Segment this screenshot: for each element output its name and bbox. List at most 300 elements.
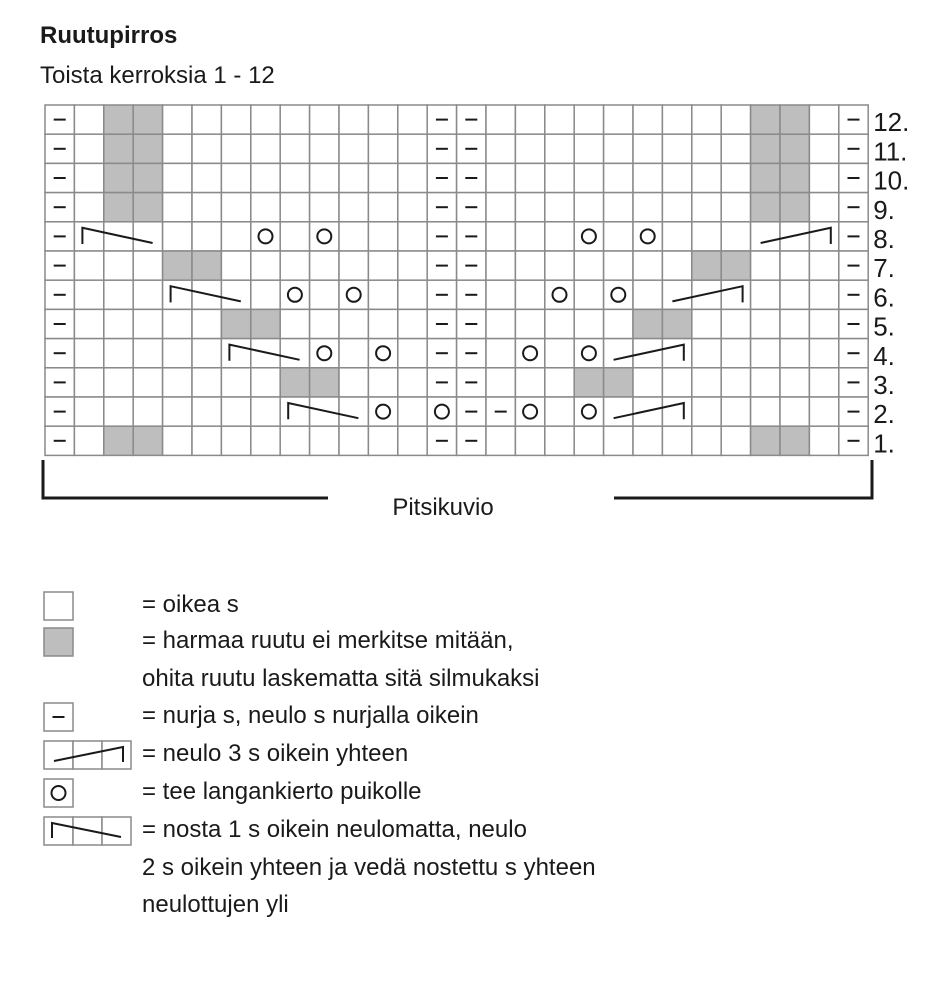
k3tog-cell	[662, 280, 691, 309]
row-label: 2.	[873, 399, 895, 430]
gray-cell	[751, 105, 780, 134]
gray-cell	[751, 426, 780, 455]
knit-cell	[368, 134, 397, 163]
knit-cell	[104, 280, 133, 309]
knit-cell	[339, 251, 368, 280]
knit-cell	[604, 105, 633, 134]
knit-cell	[751, 339, 780, 368]
legend-text-gray: ohita ruutu laskematta sitä silmukaksi	[142, 664, 540, 692]
knit-cell	[251, 368, 280, 397]
knit-cell	[486, 368, 515, 397]
knit-cell	[633, 105, 662, 134]
knit-cell	[339, 222, 368, 251]
knit-cell	[692, 134, 721, 163]
gray-cell	[751, 134, 780, 163]
knit-cell	[545, 309, 574, 338]
knit-cell	[368, 193, 397, 222]
legend-text-yo: = tee langankierto puikolle	[142, 778, 422, 805]
knit-cell	[163, 163, 192, 192]
legend-swatch-empty	[44, 592, 73, 620]
knit-cell	[221, 163, 250, 192]
knit-cell	[104, 339, 133, 368]
knit-cell	[339, 105, 368, 134]
knit-cell	[192, 222, 221, 251]
knit-cell	[604, 251, 633, 280]
sk2p-cell	[133, 222, 162, 251]
knit-cell	[74, 368, 103, 397]
knit-cell	[310, 280, 339, 309]
yarn-over-cell	[545, 280, 574, 309]
knit-cell	[574, 134, 603, 163]
knit-cell	[280, 309, 309, 338]
gray-cell	[751, 193, 780, 222]
knit-cell	[398, 280, 427, 309]
knit-cell	[74, 397, 103, 426]
sk2p-cell	[163, 280, 192, 309]
knit-cell	[662, 105, 691, 134]
knit-cell	[751, 251, 780, 280]
knit-cell	[221, 222, 250, 251]
knit-cell	[515, 134, 544, 163]
legend-symbols	[44, 592, 131, 845]
knit-cell	[133, 397, 162, 426]
gray-cell	[780, 105, 809, 134]
knit-cell	[633, 368, 662, 397]
gray-cell	[604, 368, 633, 397]
gray-cell	[780, 193, 809, 222]
knit-cell	[515, 280, 544, 309]
yarn-over-cell	[515, 339, 544, 368]
knit-cell	[192, 163, 221, 192]
row-label: 12.	[873, 107, 910, 138]
knit-cell	[545, 251, 574, 280]
gray-cell	[133, 193, 162, 222]
row-label: 4.	[873, 340, 895, 371]
knit-cell	[221, 105, 250, 134]
knit-cell	[74, 251, 103, 280]
yarn-over-cell	[574, 397, 603, 426]
gray-cell	[310, 368, 339, 397]
gray-cell	[692, 251, 721, 280]
yarn-over-cell	[368, 339, 397, 368]
knit-cell	[486, 105, 515, 134]
knit-cell	[398, 134, 427, 163]
knit-cell	[751, 280, 780, 309]
gray-cell	[662, 309, 691, 338]
yarn-over-cell	[604, 280, 633, 309]
legend-text-purl: = nurja s, neulo s nurjalla oikein	[142, 702, 479, 729]
knit-cell	[486, 251, 515, 280]
legend-text-gray: = harmaa ruutu ei merkitse mitään,	[142, 627, 514, 654]
gray-cell	[280, 368, 309, 397]
knit-cell	[221, 193, 250, 222]
knit-cell	[604, 134, 633, 163]
knit-cell	[280, 251, 309, 280]
knit-cell	[545, 193, 574, 222]
knit-cell	[280, 426, 309, 455]
yarn-over-cell	[280, 280, 309, 309]
knit-cell	[486, 339, 515, 368]
knit-cell	[163, 134, 192, 163]
knit-cell	[74, 193, 103, 222]
knit-cell	[221, 251, 250, 280]
knit-cell	[163, 222, 192, 251]
gray-cell	[133, 105, 162, 134]
sk2p-cell	[339, 397, 368, 426]
knit-cell	[545, 163, 574, 192]
knit-cell	[398, 397, 427, 426]
sk2p-cell	[280, 339, 309, 368]
knit-cell	[721, 397, 750, 426]
knit-cell	[339, 193, 368, 222]
knit-cell	[398, 309, 427, 338]
legend-swatch-sk2p	[102, 817, 131, 845]
knit-cell	[515, 251, 544, 280]
row-label: 10.	[873, 165, 910, 196]
knit-cell	[545, 222, 574, 251]
knit-cell	[515, 163, 544, 192]
legend-text-sk2p: 2 s oikein yhteen ja vedä nostettu s yhteen	[142, 853, 596, 881]
knit-cell	[398, 339, 427, 368]
knit-cell	[809, 368, 838, 397]
knit-cell	[751, 309, 780, 338]
legend-text-sk2p: = nosta 1 s oikein neulomatta, neulo	[142, 816, 527, 843]
knit-cell	[809, 251, 838, 280]
knit-cell	[515, 105, 544, 134]
knit-cell	[368, 309, 397, 338]
gray-cell	[163, 251, 192, 280]
knit-cell	[604, 163, 633, 192]
knit-cell	[486, 280, 515, 309]
knit-cell	[251, 105, 280, 134]
knit-cell	[692, 163, 721, 192]
knit-cell	[780, 309, 809, 338]
knit-cell	[721, 105, 750, 134]
knit-cell	[662, 193, 691, 222]
knit-cell	[398, 426, 427, 455]
knit-cell	[662, 251, 691, 280]
knit-cell	[721, 222, 750, 251]
knit-cell	[751, 368, 780, 397]
sk2p-cell	[74, 222, 103, 251]
knit-cell	[662, 426, 691, 455]
knit-cell	[251, 193, 280, 222]
knit-cell	[251, 397, 280, 426]
yarn-over-cell	[251, 222, 280, 251]
knit-cell	[633, 280, 662, 309]
knit-cell	[398, 105, 427, 134]
knit-cell	[339, 309, 368, 338]
pattern-label: Pitsikuvio	[392, 494, 494, 521]
knit-cell	[310, 193, 339, 222]
knit-cell	[692, 105, 721, 134]
knit-cell	[192, 134, 221, 163]
knit-cell	[133, 339, 162, 368]
knit-cell	[604, 222, 633, 251]
legend-text-empty: = oikea s	[142, 591, 239, 618]
knit-cell	[310, 309, 339, 338]
legend-swatch-yo	[44, 779, 73, 807]
knit-cell	[133, 251, 162, 280]
knit-cell	[310, 163, 339, 192]
knit-cell	[809, 193, 838, 222]
knit-cell	[486, 426, 515, 455]
knit-cell	[515, 368, 544, 397]
knit-cell	[74, 105, 103, 134]
row-label: 11.	[873, 136, 908, 167]
knit-cell	[515, 426, 544, 455]
k3tog-cell	[751, 222, 780, 251]
knit-cell	[692, 309, 721, 338]
knit-cell	[104, 309, 133, 338]
knit-cell	[751, 397, 780, 426]
knit-cell	[574, 426, 603, 455]
knit-cell	[692, 222, 721, 251]
legend-swatch-k3tog	[102, 741, 131, 769]
knit-cell	[339, 368, 368, 397]
knit-cell	[633, 426, 662, 455]
knit-cell	[633, 251, 662, 280]
yarn-over-cell	[339, 280, 368, 309]
knit-cell	[574, 163, 603, 192]
knit-cell	[398, 193, 427, 222]
knit-cell	[809, 426, 838, 455]
knit-cell	[692, 426, 721, 455]
legend-swatch-sk2p	[44, 817, 73, 845]
knit-cell	[515, 193, 544, 222]
gray-cell	[751, 163, 780, 192]
knit-cell	[339, 163, 368, 192]
knit-cell	[515, 309, 544, 338]
knit-cell	[692, 339, 721, 368]
k3tog-cell	[809, 222, 838, 251]
knit-cell	[692, 397, 721, 426]
knit-cell	[809, 397, 838, 426]
knit-cell	[780, 251, 809, 280]
knit-cell	[251, 134, 280, 163]
knit-cell	[163, 339, 192, 368]
knit-cell	[74, 309, 103, 338]
knit-cell	[398, 251, 427, 280]
knit-cell	[310, 134, 339, 163]
knit-cell	[486, 134, 515, 163]
knit-cell	[809, 163, 838, 192]
knit-cell	[192, 309, 221, 338]
chart-grid	[45, 105, 868, 455]
knit-cell	[368, 222, 397, 251]
knit-cell	[368, 105, 397, 134]
row-label: 9.	[873, 194, 895, 225]
knit-cell	[780, 280, 809, 309]
gray-cell	[251, 309, 280, 338]
k3tog-cell	[721, 280, 750, 309]
knit-cell	[104, 397, 133, 426]
knit-cell	[192, 193, 221, 222]
knit-cell	[163, 426, 192, 455]
gray-cell	[133, 134, 162, 163]
yarn-over-cell	[574, 222, 603, 251]
gray-cell	[104, 134, 133, 163]
knit-cell	[486, 309, 515, 338]
knit-cell	[74, 163, 103, 192]
knit-cell	[633, 193, 662, 222]
row-labels	[873, 107, 909, 458]
gray-cell	[104, 105, 133, 134]
k3tog-cell	[604, 339, 633, 368]
knit-cell	[280, 134, 309, 163]
knit-cell	[721, 134, 750, 163]
knit-cell	[486, 163, 515, 192]
yarn-over-cell	[427, 397, 456, 426]
knit-cell	[192, 105, 221, 134]
gray-cell	[780, 426, 809, 455]
gray-cell	[104, 163, 133, 192]
knit-cell	[545, 397, 574, 426]
knit-cell	[574, 251, 603, 280]
knit-cell	[545, 105, 574, 134]
knit-cell	[339, 339, 368, 368]
knit-cell	[486, 193, 515, 222]
knit-cell	[192, 426, 221, 455]
knit-cell	[74, 134, 103, 163]
yarn-over-cell	[515, 397, 544, 426]
knit-cell	[221, 368, 250, 397]
knit-cell	[221, 134, 250, 163]
knit-cell	[339, 134, 368, 163]
knit-cell	[163, 368, 192, 397]
knit-cell	[251, 280, 280, 309]
knit-cell	[809, 105, 838, 134]
knit-cell	[574, 105, 603, 134]
knit-cell	[163, 193, 192, 222]
yarn-over-cell	[368, 397, 397, 426]
gray-cell	[192, 251, 221, 280]
knit-cell	[310, 251, 339, 280]
knit-cell	[221, 426, 250, 455]
knit-cell	[721, 368, 750, 397]
knit-cell	[780, 397, 809, 426]
row-label: 7.	[873, 253, 895, 284]
knit-cell	[780, 368, 809, 397]
knit-cell	[163, 105, 192, 134]
gray-cell	[133, 426, 162, 455]
gray-cell	[780, 163, 809, 192]
knit-cell	[692, 368, 721, 397]
k3tog-cell	[604, 397, 633, 426]
knit-cell	[368, 426, 397, 455]
knit-cell	[163, 397, 192, 426]
legend-text-k3tog: = neulo 3 s oikein yhteen	[142, 740, 409, 767]
knit-cell	[809, 134, 838, 163]
knit-cell	[251, 251, 280, 280]
knit-cell	[74, 426, 103, 455]
knit-cell	[662, 134, 691, 163]
knit-cell	[74, 280, 103, 309]
knit-cell	[721, 193, 750, 222]
gray-cell	[633, 309, 662, 338]
gray-cell	[780, 134, 809, 163]
knit-cell	[339, 426, 368, 455]
chart-title: Ruutupirros	[40, 22, 178, 49]
knit-cell	[721, 309, 750, 338]
knit-cell	[368, 368, 397, 397]
knit-cell	[310, 105, 339, 134]
k3tog-cell	[662, 339, 691, 368]
knit-cell	[545, 368, 574, 397]
k3tog-cell	[662, 397, 691, 426]
chart-subtitle: Toista kerroksia 1 - 12	[40, 62, 275, 89]
row-label: 8.	[873, 224, 895, 254]
knit-cell	[545, 134, 574, 163]
knit-cell	[280, 222, 309, 251]
knit-cell	[780, 339, 809, 368]
knit-cell	[486, 222, 515, 251]
knit-cell	[133, 280, 162, 309]
knit-cell	[368, 251, 397, 280]
knit-cell	[74, 339, 103, 368]
yarn-over-cell	[633, 222, 662, 251]
knit-cell	[692, 193, 721, 222]
knit-cell	[310, 426, 339, 455]
knit-cell	[280, 105, 309, 134]
legend-text-sk2p: neulottujen yli	[142, 891, 289, 918]
pattern-bracket	[43, 460, 872, 498]
yarn-over-cell	[310, 222, 339, 251]
knit-cell	[545, 339, 574, 368]
legend-swatch-k3tog	[44, 741, 73, 769]
knit-cell	[133, 368, 162, 397]
knit-cell	[368, 163, 397, 192]
gray-cell	[104, 426, 133, 455]
knit-cell	[251, 163, 280, 192]
knit-cell	[633, 134, 662, 163]
knit-cell	[104, 368, 133, 397]
knit-cell	[104, 251, 133, 280]
knit-cell	[574, 280, 603, 309]
knit-cell	[633, 163, 662, 192]
knit-cell	[221, 397, 250, 426]
knit-cell	[545, 426, 574, 455]
knit-cell	[515, 222, 544, 251]
knit-cell	[398, 368, 427, 397]
row-label: 6.	[873, 282, 895, 313]
knit-cell	[809, 280, 838, 309]
gray-cell	[721, 251, 750, 280]
sk2p-cell	[221, 280, 250, 309]
knit-cell	[809, 339, 838, 368]
knit-cell	[368, 280, 397, 309]
knit-cell	[604, 426, 633, 455]
knit-cell	[280, 163, 309, 192]
knit-cell	[721, 426, 750, 455]
knit-cell	[809, 309, 838, 338]
yarn-over-cell	[574, 339, 603, 368]
knit-cell	[280, 193, 309, 222]
knit-cell	[163, 309, 192, 338]
knit-cell	[721, 339, 750, 368]
knit-cell	[192, 339, 221, 368]
knit-cell	[604, 193, 633, 222]
gray-cell	[104, 193, 133, 222]
knit-cell	[398, 222, 427, 251]
knit-cell	[192, 368, 221, 397]
row-label: 1.	[873, 428, 895, 459]
gray-cell	[133, 163, 162, 192]
gray-cell	[221, 309, 250, 338]
knit-cell	[192, 397, 221, 426]
knit-cell	[574, 193, 603, 222]
knit-cell	[398, 163, 427, 192]
